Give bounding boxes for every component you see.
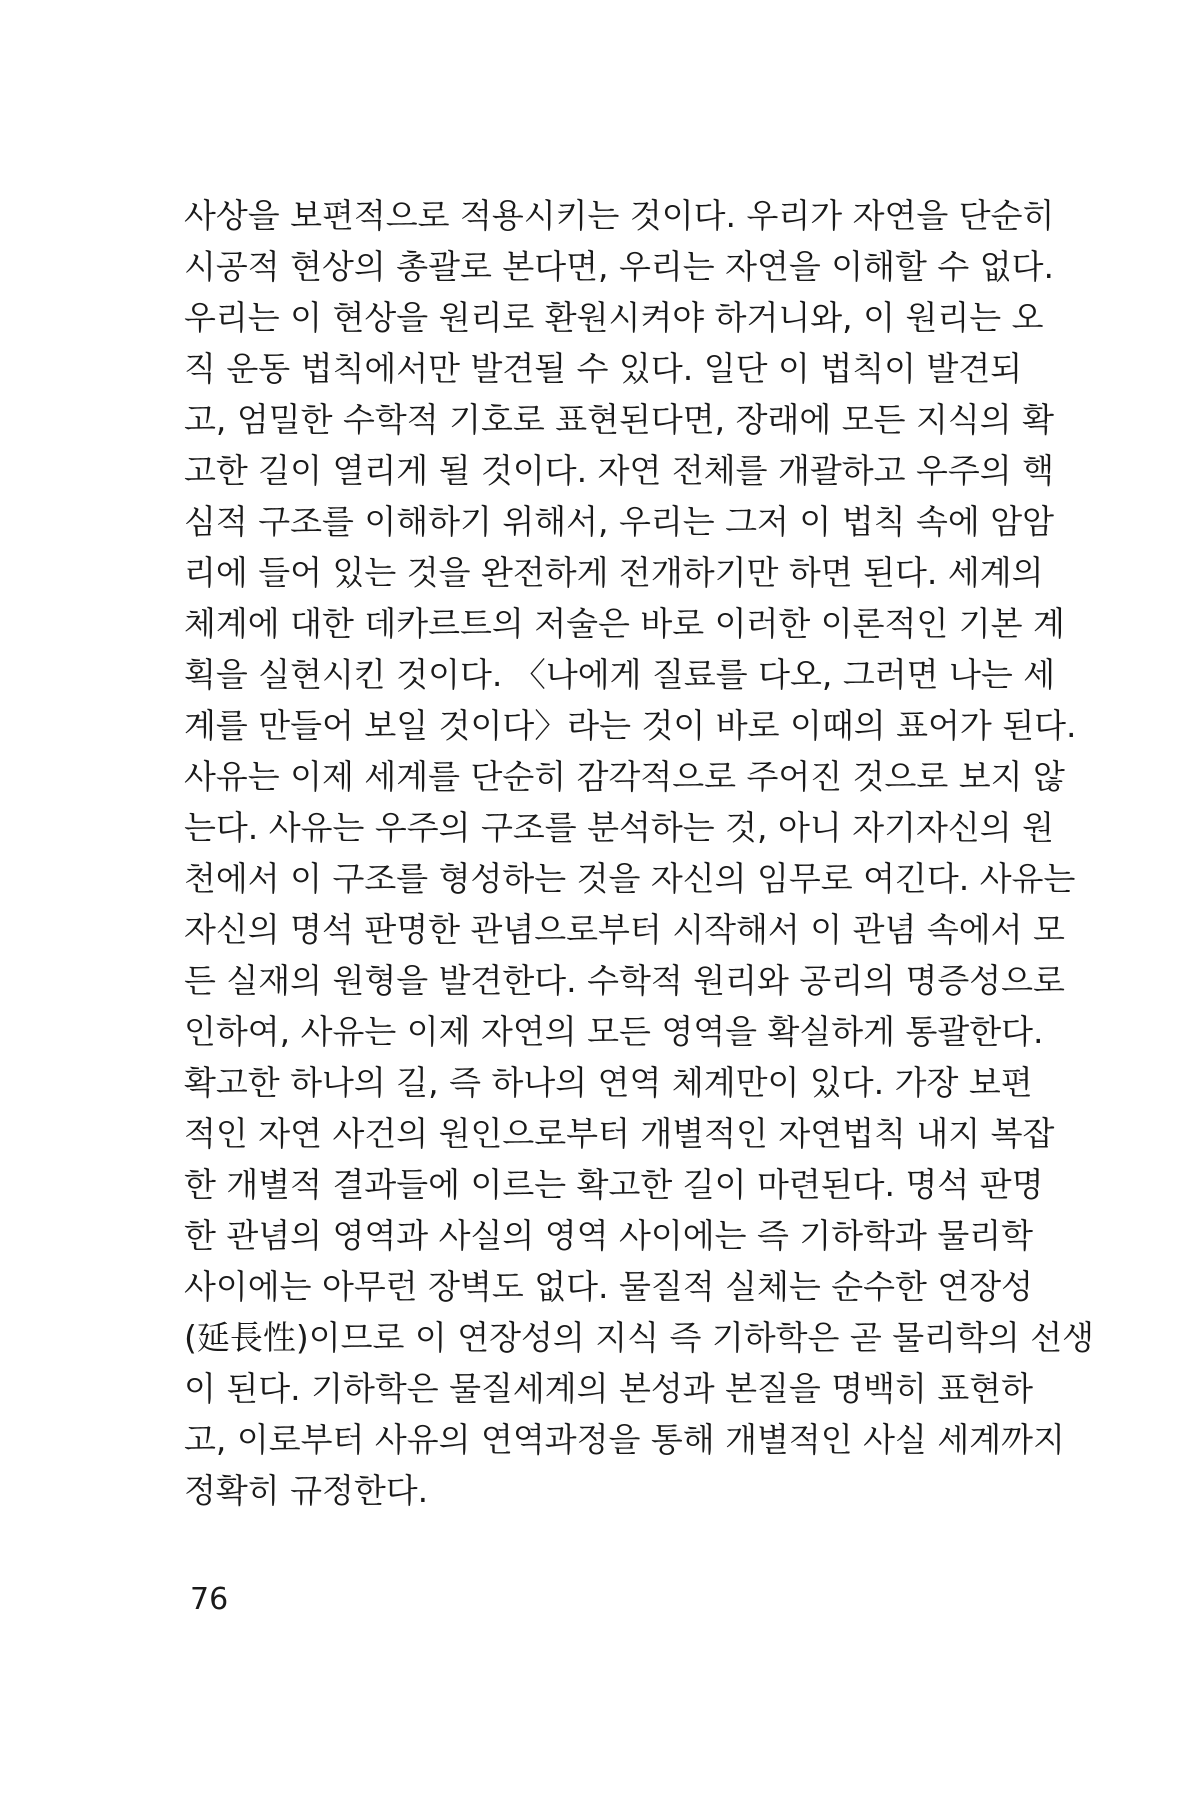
text-line: 확고한 하나의 길, 즉 하나의 연역 체계만이 있다. 가장 보편 — [184, 1063, 1033, 1102]
text-line: 인하여, 사유는 이제 자연의 모든 영역을 확실하게 통괄한다. — [184, 1012, 1044, 1051]
text-line: 자신의 명석 판명한 관념으로부터 시작해서 이 관념 속에서 모 — [184, 910, 1065, 949]
text-line: 계를 만들어 보일 것이다〉라는 것이 바로 이때의 표어가 된다. — [184, 706, 1077, 745]
text-line: 획을 실현시킨 것이다. 〈나에게 질료를 다오, 그러면 나는 세 — [184, 655, 1056, 694]
text-line: 리에 들어 있는 것을 완전하게 전개하기만 하면 된다. 세계의 — [184, 553, 1044, 592]
text-line: 고, 이로부터 사유의 연역과정을 통해 개별적인 사실 세계까지 — [184, 1420, 1065, 1459]
text-line: 한 개별적 결과들에 이르는 확고한 길이 마련된다. 명석 판명 — [184, 1165, 1044, 1204]
text-line: 이 된다. 기하학은 물질세계의 본성과 본질을 명백히 표현하 — [184, 1369, 1033, 1408]
text-line: 고, 엄밀한 수학적 기호로 표현된다면, 장래에 모든 지식의 확 — [184, 400, 1054, 439]
text-line: 고한 길이 열리게 될 것이다. 자연 전체를 개괄하고 우주의 핵 — [184, 451, 1054, 490]
text-line: 체계에 대한 데카르트의 저술은 바로 이러한 이론적인 기본 계 — [184, 604, 1065, 643]
text-line: 든 실재의 원형을 발견한다. 수학적 원리와 공리의 명증성으로 — [184, 961, 1065, 1000]
text-line: 한 관념의 영역과 사실의 영역 사이에는 즉 기하학과 물리학 — [184, 1216, 1033, 1255]
text-line: (延長性)이므로 이 연장성의 지식 즉 기하학은 곧 물리학의 선생 — [184, 1318, 1094, 1357]
text-line: 사유는 이제 세계를 단순히 감각적으로 주어진 것으로 보지 않 — [184, 757, 1065, 796]
text-line: 우리는 이 현상을 원리로 환원시켜야 하거니와, 이 원리는 오 — [184, 298, 1044, 337]
text-line: 사이에는 아무런 장벽도 없다. 물질적 실체는 순수한 연장성 — [184, 1267, 1033, 1306]
text-line: 직 운동 법칙에서만 발견될 수 있다. 일단 이 법칙이 발견되 — [184, 349, 1023, 388]
body-text — [184, 190, 1094, 1516]
text-line: 적인 자연 사건의 원인으로부터 개별적인 자연법칙 내지 복잡 — [184, 1114, 1055, 1153]
text-line: 는다. 사유는 우주의 구조를 분석하는 것, 아니 자기자신의 원 — [184, 808, 1054, 847]
text-line: 시공적 현상의 총괄로 본다면, 우리는 자연을 이해할 수 없다. — [184, 247, 1054, 286]
text-line: 사상을 보편적으로 적용시키는 것이다. 우리가 자연을 단순히 — [184, 196, 1055, 235]
text-line: 천에서 이 구조를 형성하는 것을 자신의 임무로 여긴다. 사유는 — [184, 859, 1076, 898]
text-line: 심적 구조를 이해하기 위해서, 우리는 그저 이 법칙 속에 암암 — [184, 502, 1054, 541]
text-line: 정확히 규정한다. — [184, 1471, 429, 1510]
page-number: 76 — [190, 1582, 229, 1617]
